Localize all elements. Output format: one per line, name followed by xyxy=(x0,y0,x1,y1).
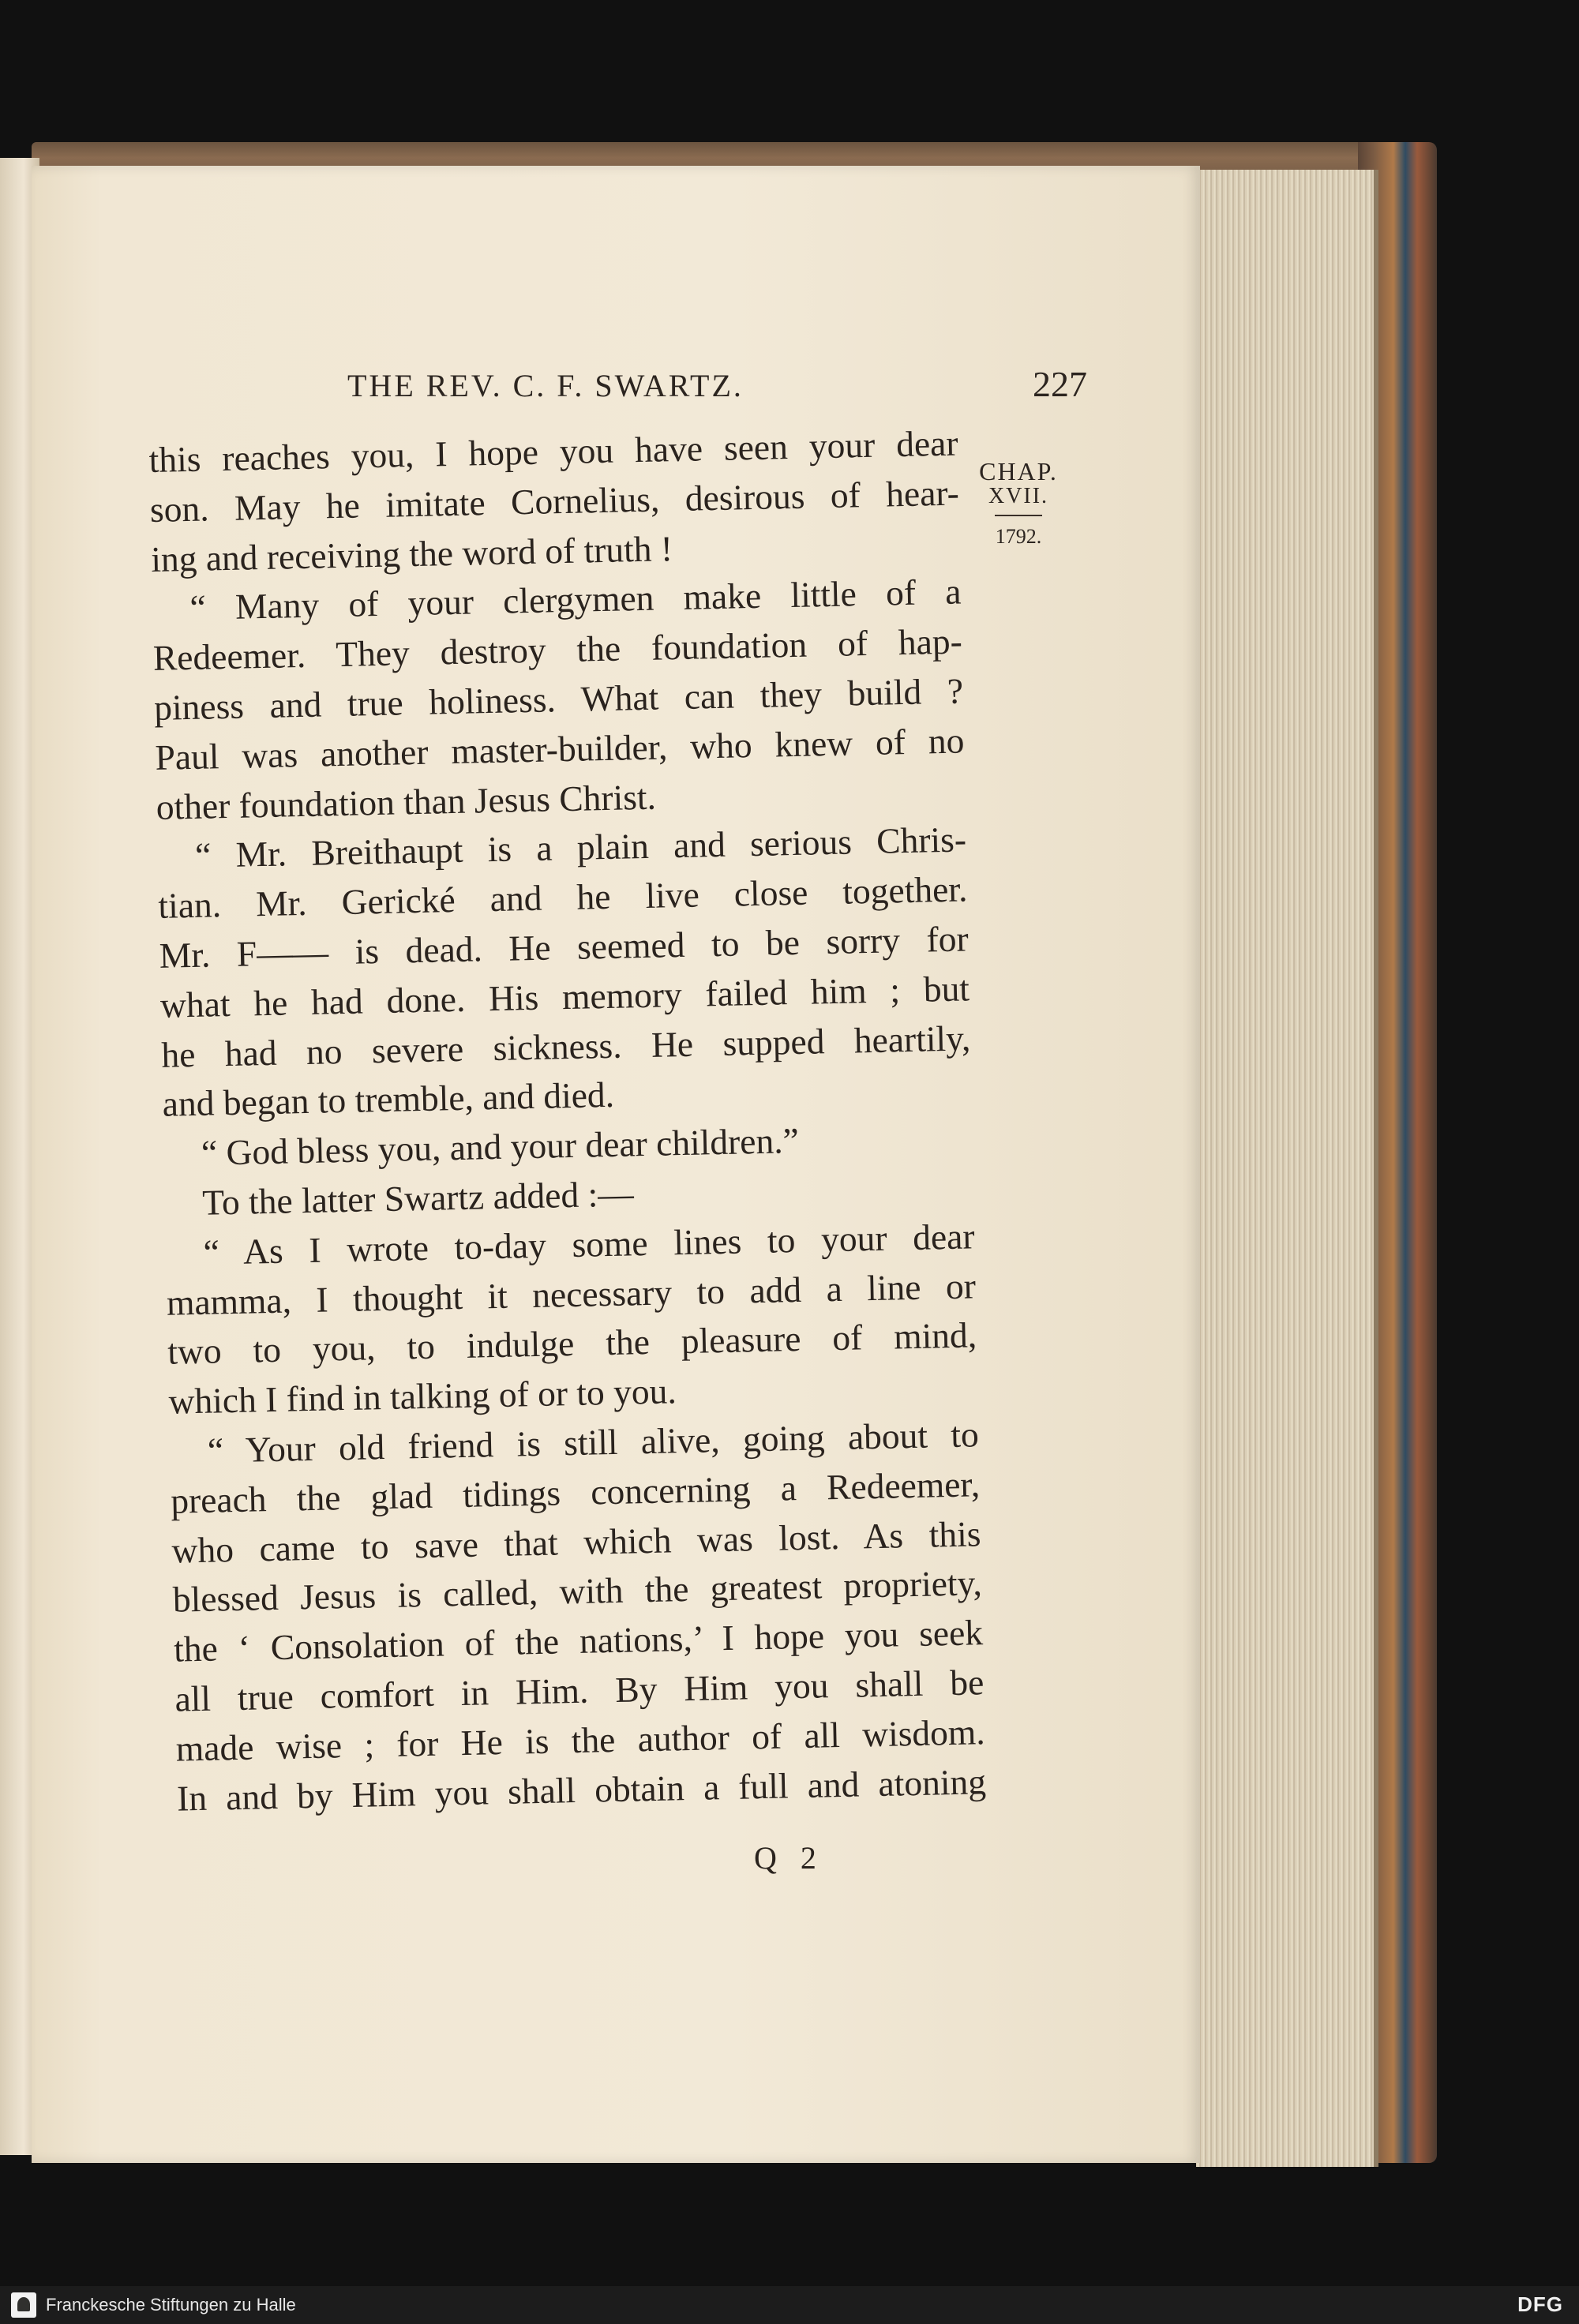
text-line: blessed Jesus is called, with the greatest propriety, xyxy=(172,1562,983,1620)
text-line: “ God bless you, and your dear children.” xyxy=(201,1120,800,1173)
institution-logo-mark xyxy=(17,2297,30,2311)
text-line: ing and receiving the word of truth ! xyxy=(150,527,673,579)
text-line: Paul was another master-builder, who knew of no xyxy=(154,720,965,778)
footer-institution-name: Franckesche Stiftungen zu Halle xyxy=(46,2295,296,2315)
signature-mark: Q 2 xyxy=(754,1840,824,1876)
text-line: Redeemer. They destroy the foundation of hap- xyxy=(152,620,963,679)
text-line: other foundation than Jesus Christ. xyxy=(156,776,657,827)
viewer-footer xyxy=(0,2286,1579,2324)
running-head: THE REV. C. F. SWARTZ. xyxy=(347,368,744,403)
margin-note-year: 1792. xyxy=(995,525,1042,548)
text-line: mamma, I thought it necessary to add a line or xyxy=(166,1265,977,1323)
margin-note xyxy=(979,458,1058,548)
body-text xyxy=(148,419,987,1824)
text-line: which I find in talking of or to you. xyxy=(168,1370,677,1422)
text-line: made wise ; for He is the author of all wisdom. xyxy=(175,1711,986,1769)
page-number: 227 xyxy=(1033,364,1087,404)
text-line: piness and true holiness. What can they build ? xyxy=(153,670,964,728)
dfg-logo: DFG xyxy=(1517,2292,1563,2316)
text-line: Mr. F—— is dead. He seemed to be sorry for xyxy=(159,918,970,976)
text-line: this reaches you, I hope you have seen your dear xyxy=(148,422,958,480)
text-line: son. May he imitate Cornelius, desirous of hear- xyxy=(149,472,960,530)
text-line: the ‘ Consolation of the nations,’ I hope you seek xyxy=(173,1612,984,1670)
institution-logo-icon xyxy=(11,2292,36,2318)
text-line: who came to save that which was lost. As this xyxy=(171,1512,981,1571)
text-line: two to you, to indulge the pleasure of mind, xyxy=(167,1314,977,1373)
text-line: “ Many of your clergymen make little of a xyxy=(189,571,962,628)
text-line: In and by Him you shall obtain a full and atoning xyxy=(176,1760,987,1819)
text-line: “ Your old friend is still alive, going about to xyxy=(207,1414,980,1471)
margin-note-chapter-number: XVII. xyxy=(988,484,1049,508)
text-line: and began to tremble, and died. xyxy=(162,1074,615,1125)
text-line: “ As I wrote to-day some lines to your dear xyxy=(203,1216,975,1273)
text-line: tian. Mr. Gerické and he live close together. xyxy=(157,868,968,927)
margin-note-rule xyxy=(995,515,1042,516)
text-line: To the latter Swartz added :— xyxy=(201,1173,635,1223)
page-edges xyxy=(1196,170,1378,2167)
margin-note-chap: CHAP. xyxy=(979,457,1058,485)
text-line: he had no severe sickness. He supped heartily, xyxy=(160,1017,971,1075)
text-line: preach the glad tidings concerning a Redeemer, xyxy=(170,1463,981,1521)
text-line: what he had done. His memory failed him ; but xyxy=(159,968,970,1025)
text-line: “ Mr. Breithaupt is a plain and serious Chris- xyxy=(194,819,967,876)
text-line: all true comfort in Him. By Him you shall be xyxy=(174,1662,985,1719)
